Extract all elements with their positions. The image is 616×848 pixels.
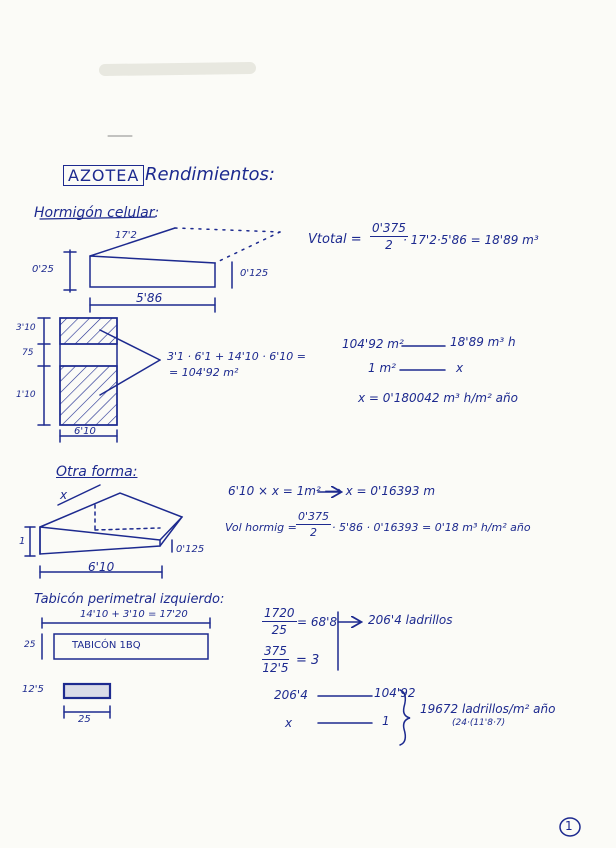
vol-den: 2 [310,526,318,539]
dim-right-h2: 0'125 [176,544,205,555]
f1-den: 25 [271,623,287,637]
f2-den: 12'5 [262,661,289,675]
rule1-l1a: 104'92 m² [342,337,404,351]
plan-dim-mid: 75 [22,348,34,358]
vtotal-label: Vtotal = [308,232,362,247]
rule3-l2a: x [285,716,293,730]
plan-dim-bot: 1'10 [16,390,36,400]
vol-num: 0'375 [298,510,330,523]
rule1-l3: x = 0'180042 m³ h/m² año [358,391,518,405]
f2-fraction [262,645,289,674]
rule1-l1b: 18'89 m³ h [450,335,516,349]
dim-x: x [60,488,68,502]
bricks-answer: 19672 ladrillos/m² año [420,702,556,716]
wall-top-dim: 14'10 + 3'10 = 17'20 [80,609,188,620]
dim-slope: 17'2 [115,230,137,241]
dim-left-height: 0'25 [32,264,54,275]
f2-num: 375 [264,644,287,658]
section1-title: Hormigón celular: [34,205,160,221]
area-line1: 3'1 · 6'1 + 14'10 · 6'10 = [167,350,306,363]
rule1-l2b: x [456,361,464,375]
page-number: 1 [565,819,573,833]
brick-h-dim: 12'5 [22,684,44,695]
bricks-answer-sub: (24·(11'8·7) [452,718,506,728]
brick-w-dim: 25 [78,714,91,725]
section2-title: Otra forma: [56,464,138,480]
section3-title: Tabicón perimetral izquierdo: [34,592,225,607]
vtotal-rest: · 17'2·5'86 = 18'89 m³ [403,233,539,247]
eq-x: 6'10 × x = 1m² ⟶ x = 0'16393 m [228,484,436,498]
dim-right-height: 0'125 [240,268,269,279]
vtotal-den: 2 [385,238,393,252]
heading-boxed: AZOTEA [63,165,144,186]
f1-num: 1720 [264,606,295,620]
dim-base: 5'86 [136,291,163,305]
wall-side-dim: 25 [24,640,36,650]
rule3-l1a: 206'4 [274,688,308,702]
f1-result: = 68'8 [297,615,338,629]
bricks-result: 206'4 ladrillos [368,613,453,627]
f1-fraction [262,607,297,636]
wall-label: TABICÓN 1BQ [72,640,141,651]
area-line2: = 104'92 m² [169,366,239,379]
rule3-l1b: 104'92 [374,686,416,700]
vtotal-num: 0'375 [372,221,406,235]
brick-drawing [64,684,110,718]
f2-result: = 3 [296,653,320,668]
wall-drawing [42,618,210,659]
plan-dim-width: 6'10 [74,426,96,437]
vol-label: Vol hormig = [225,521,297,534]
vol-fraction [296,511,331,538]
vol-rest: · 5'86 · 0'16393 = 0'18 m³ h/m² año [332,521,531,534]
dim-h: 1 [19,536,26,547]
plan-dim-top: 3'10 [16,323,36,333]
plan-drawing [38,318,160,442]
rule1-l2a: 1 m² [368,361,396,375]
dim-base2: 6'10 [88,560,115,574]
heading-title: Rendimientos: [145,164,275,185]
rule3-l2b: 1 [382,714,390,728]
